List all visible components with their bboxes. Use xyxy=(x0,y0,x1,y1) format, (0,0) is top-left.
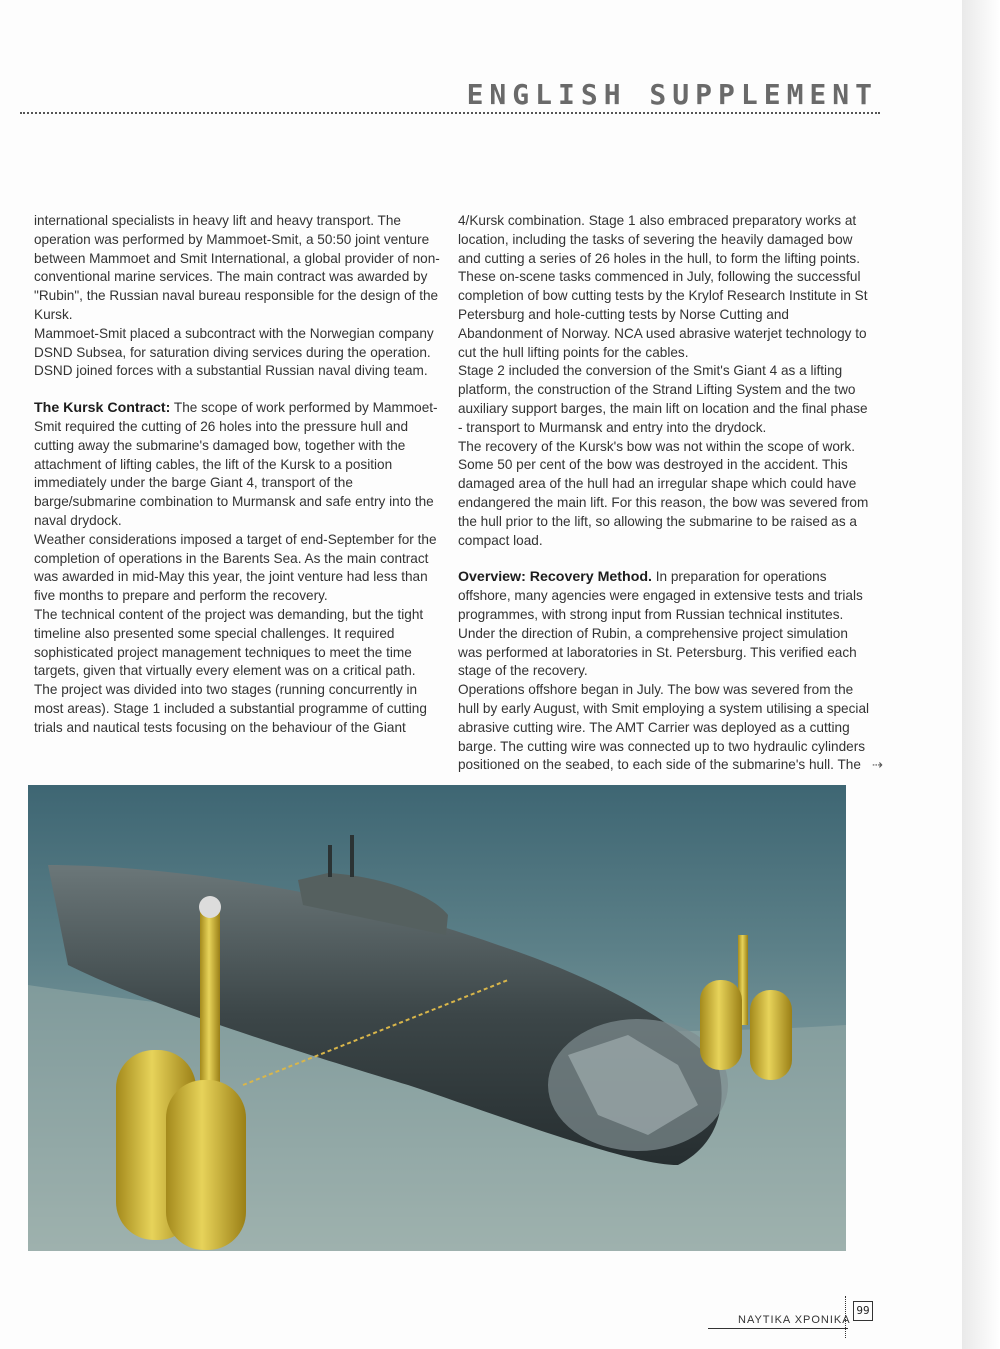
rod-cap xyxy=(199,896,221,918)
kursk-contract-paragraph xyxy=(34,399,444,531)
overview-heading: Overview: Recovery Method. xyxy=(458,569,652,586)
section-title: ENGLISH SUPPLEMENT xyxy=(466,78,878,111)
left-paragraph-2: Mammoet-Smit placed a subcontract with the Norwegian company DSND Subsea, for saturation diving services during the operation. DSND joined forces with a substantial Russian naval diving team. xyxy=(34,325,434,379)
right-column xyxy=(458,212,870,775)
right-paragraph-1: 4/Kursk combination. Stage 1 also embraced preparatory works at location, including the tasks of severing the heavily damaged bow and cutting a series of 26 holes in the hull, to form the lifting points. These on-scene tasks commenced in July, following the successful completion of bow cutting tests by the Krylof Research Institute in St Petersburg and hole-cutting tests by Norse Cutting and Abandonment of Norway. NCA used abrasive waterjet technology to cut the hull lifting points for the cables. xyxy=(458,213,868,360)
right-paragraph-5: Operations offshore began in July. The bow was severed from the hull by early August, with Smit employing a system utilising a special abrasive cutting wire. The AMT Carrier was deployed as a cutting barge. The cutting wire was connected up to two hydraulic cylinders positioned on the seabed, to each side of the submarine's hull. The xyxy=(458,682,870,773)
continue-arrow-icon: ⇢ xyxy=(872,757,883,772)
header-dotted-rule xyxy=(20,112,880,114)
left-cylinder-rod xyxy=(200,903,220,1083)
illustration-svg xyxy=(28,785,846,1251)
right-paragraph-3: The recovery of the Kursk's bow was not within the scope of work. Some 50 per cent of the bow was destroyed in the accident. This damaged area of the hull had an irregular shape which could have endangered the main lift. For this reason, the bow was severed from the hull prior to the lift, so allowing the submarine to be raised as a compact load. xyxy=(458,438,869,548)
right-paragraph-2: Stage 2 included the conversion of the Smit's Giant 4 as a lifting platform, the construction of the Strand Lifting System and the two auxiliary support barges, the main lift on location and the final phase - transport to Murmansk and entry into the drydock. xyxy=(458,363,868,435)
right-tank-2 xyxy=(750,990,792,1080)
magazine-name: ΝΑΥΤΙΚΑ ΧΡΟΝΙΚΑ xyxy=(738,1314,851,1326)
left-paragraph-6: The project was divided into two stages (running concurrently in most areas). Stage 1 included a substantial programme of cutting trials and nautical tests focusing on the behaviour of the Giant xyxy=(34,682,427,735)
page-number: 99 xyxy=(853,1301,873,1321)
kursk-contract-heading: The Kursk Contract: xyxy=(34,400,171,417)
scan-edge-shade xyxy=(962,0,1000,1349)
footer-rule xyxy=(708,1328,848,1329)
left-tank-2 xyxy=(166,1080,246,1250)
right-tank-1 xyxy=(700,980,742,1070)
kursk-contract-text: The scope of work performed by Mammoet-Smit required the cutting of 26 holes into the pressure hull and cutting away the submarine's damaged bow, together with the attachment of lifting cables, the lift of the Kursk to a position immediately under the barge Giant 4, transport of the barge/submarine combination to Murmansk and safe entry into the naval drydock. xyxy=(34,400,438,528)
antenna-mast xyxy=(350,835,354,877)
periscope-mast xyxy=(328,845,332,877)
overview-text: In preparation for operations offshore, many agencies were engaged in extensive tests and trials programmes, with strong input from Russian technical institutes. Under the direction of Rubin, a comprehensive project simulation was performed at laboratories in St. Petersburg. This verified each stage of the recovery. xyxy=(458,569,863,679)
overview-paragraph xyxy=(458,568,870,681)
footer-separator xyxy=(845,1296,846,1338)
left-paragraph-1: international specialists in heavy lift and heavy transport. The operation was performed by Mammoet-Smit, a 50:50 joint venture between Mammoet and Smit International, a global provider of non-conventional marine services. The main contract was awarded by "Rubin", the Russian naval bureau responsible for the design of the Kursk. xyxy=(34,213,440,322)
kursk-recovery-illustration xyxy=(28,785,846,1251)
left-column xyxy=(34,212,444,738)
left-paragraph-4: Weather considerations imposed a target of end-September for the completion of operations in the Barents Sea. As the main contract was awarded in mid-May this year, the joint venture had less than five months to prepare and perform the recovery. xyxy=(34,531,437,604)
left-paragraph-5: The technical content of the project was demanding, but the tight timeline also presented some special challenges. It required sophisticated project management techniques to meet the time targets, given that virtually every element was on a critical path. xyxy=(34,606,424,679)
